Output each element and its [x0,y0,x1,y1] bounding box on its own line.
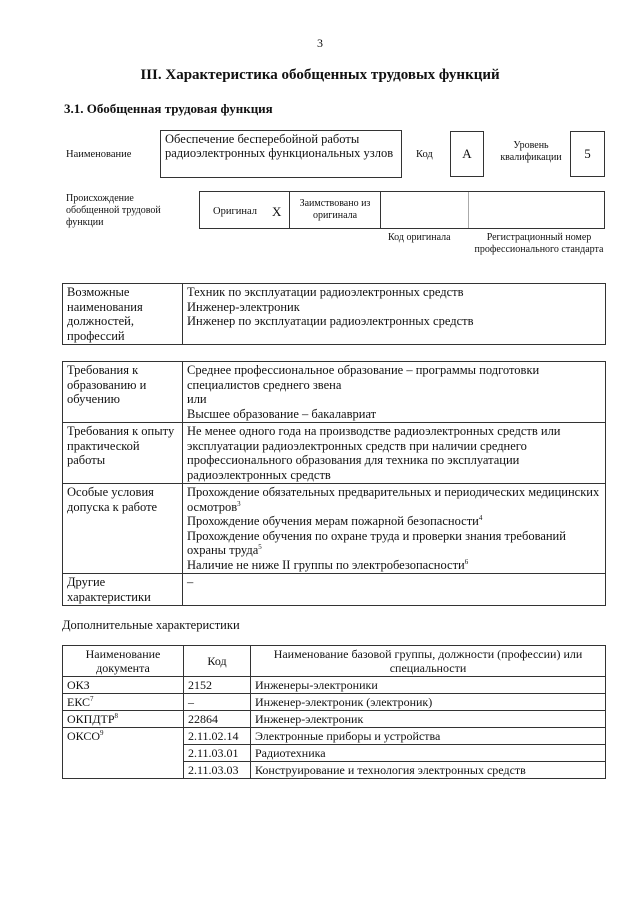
original-mark: X [272,204,282,219]
table-row: ОКЗ 2152 Инженеры-электроники [63,677,606,694]
code-original-label: Код оригинала [388,232,451,243]
reg-number-label: Регистрационный номер профессионального стандарта [474,232,604,255]
table-row: 2.11.03.03 Конструирование и технология электронных средств [63,762,606,779]
position-item: Инженер по эксплуатации радиоэлектронных средств [187,314,474,328]
requirements-table [62,361,606,606]
admission-item: Прохождение обязательных предварительных и периодических медицинских осмотров$^3$ [187,485,600,514]
admission-item: Прохождение обучения по охране труда и проверки знания требований охраны труда$^5$ [187,528,566,557]
origin-divider-2 [380,192,381,228]
origin-divider [289,192,290,228]
experience-label: Требования к опыту практической работы [63,423,183,484]
education-line: Высшее образование – бакалавриат [187,406,377,421]
level-value: 5 [570,131,605,177]
code-label: Код [416,149,433,160]
header-code: Код [184,646,251,677]
name-label: Наименование [66,149,132,160]
table-row: 2.11.03.01 Радиотехника [63,745,606,762]
other-value: – [183,574,606,606]
header-doc: Наименование документа [63,646,184,677]
origin-label: Происхождение обобщенной трудовой функции [66,193,161,228]
positions-values [183,284,606,345]
section-title: III. Характеристика обобщенных трудовых функций [140,67,500,83]
subsection-title: 3.1. Обобщенная трудовая функция [64,101,273,116]
education-label: Требования к образованию и обучению [63,362,183,423]
page-number: 3 [317,36,323,50]
experience-value: Не менее одного года на производстве радиоэлектронных средств или эксплуатации радиоэлектронных средств при наличии среднего профессионального образования для техника по эксплуатации радиоэлектронных средств [183,423,606,484]
positions-table [62,283,606,345]
education-line: или [187,392,207,406]
function-name-value: Обеспечение бесперебойной работы радиоэлектронных функциональных узлов [160,130,402,178]
level-label: Уровень квалификации [500,140,562,163]
table-row: ОКСО$^9$ 2.11.02.14 Электронные приборы и устройства [63,728,606,745]
position-item: Техник по эксплуатации радиоэлектронных средств [187,285,464,299]
original-label: Оригинал [213,206,257,217]
admission-value [183,484,606,574]
table-row: ОКПДТР$^8$ 22864 Инженер-электроник [63,711,606,728]
admission-item: Наличие не ниже II группы по электробезопасности$^6$ [187,557,469,572]
additional-title: Дополнительные характеристики [62,618,240,632]
admission-item: Прохождение обучения мерам пожарной безопасности$^4$ [187,513,483,528]
education-line: Среднее профессиональное образование – программы подготовки специалистов среднего звена [187,363,540,392]
position-item: Инженер-электроник [187,299,300,314]
additional-table [62,645,606,779]
header-name: Наименование базовой группы, должности (профессии) или специальности [251,646,606,677]
other-label: Другие характеристики [63,574,183,606]
table-row: ЕКС$^7$ – Инженер-электроник (электроник) [63,694,606,711]
admission-label: Особые условия допуска к работе [63,484,183,574]
code-value: A [450,131,484,177]
origin-box [199,191,605,229]
positions-label: Возможные наименования должностей, профессий [63,284,183,345]
borrowed-label: Заимствовано из оригинала [299,198,371,221]
origin-divider-3 [468,192,469,228]
education-value [183,362,606,423]
